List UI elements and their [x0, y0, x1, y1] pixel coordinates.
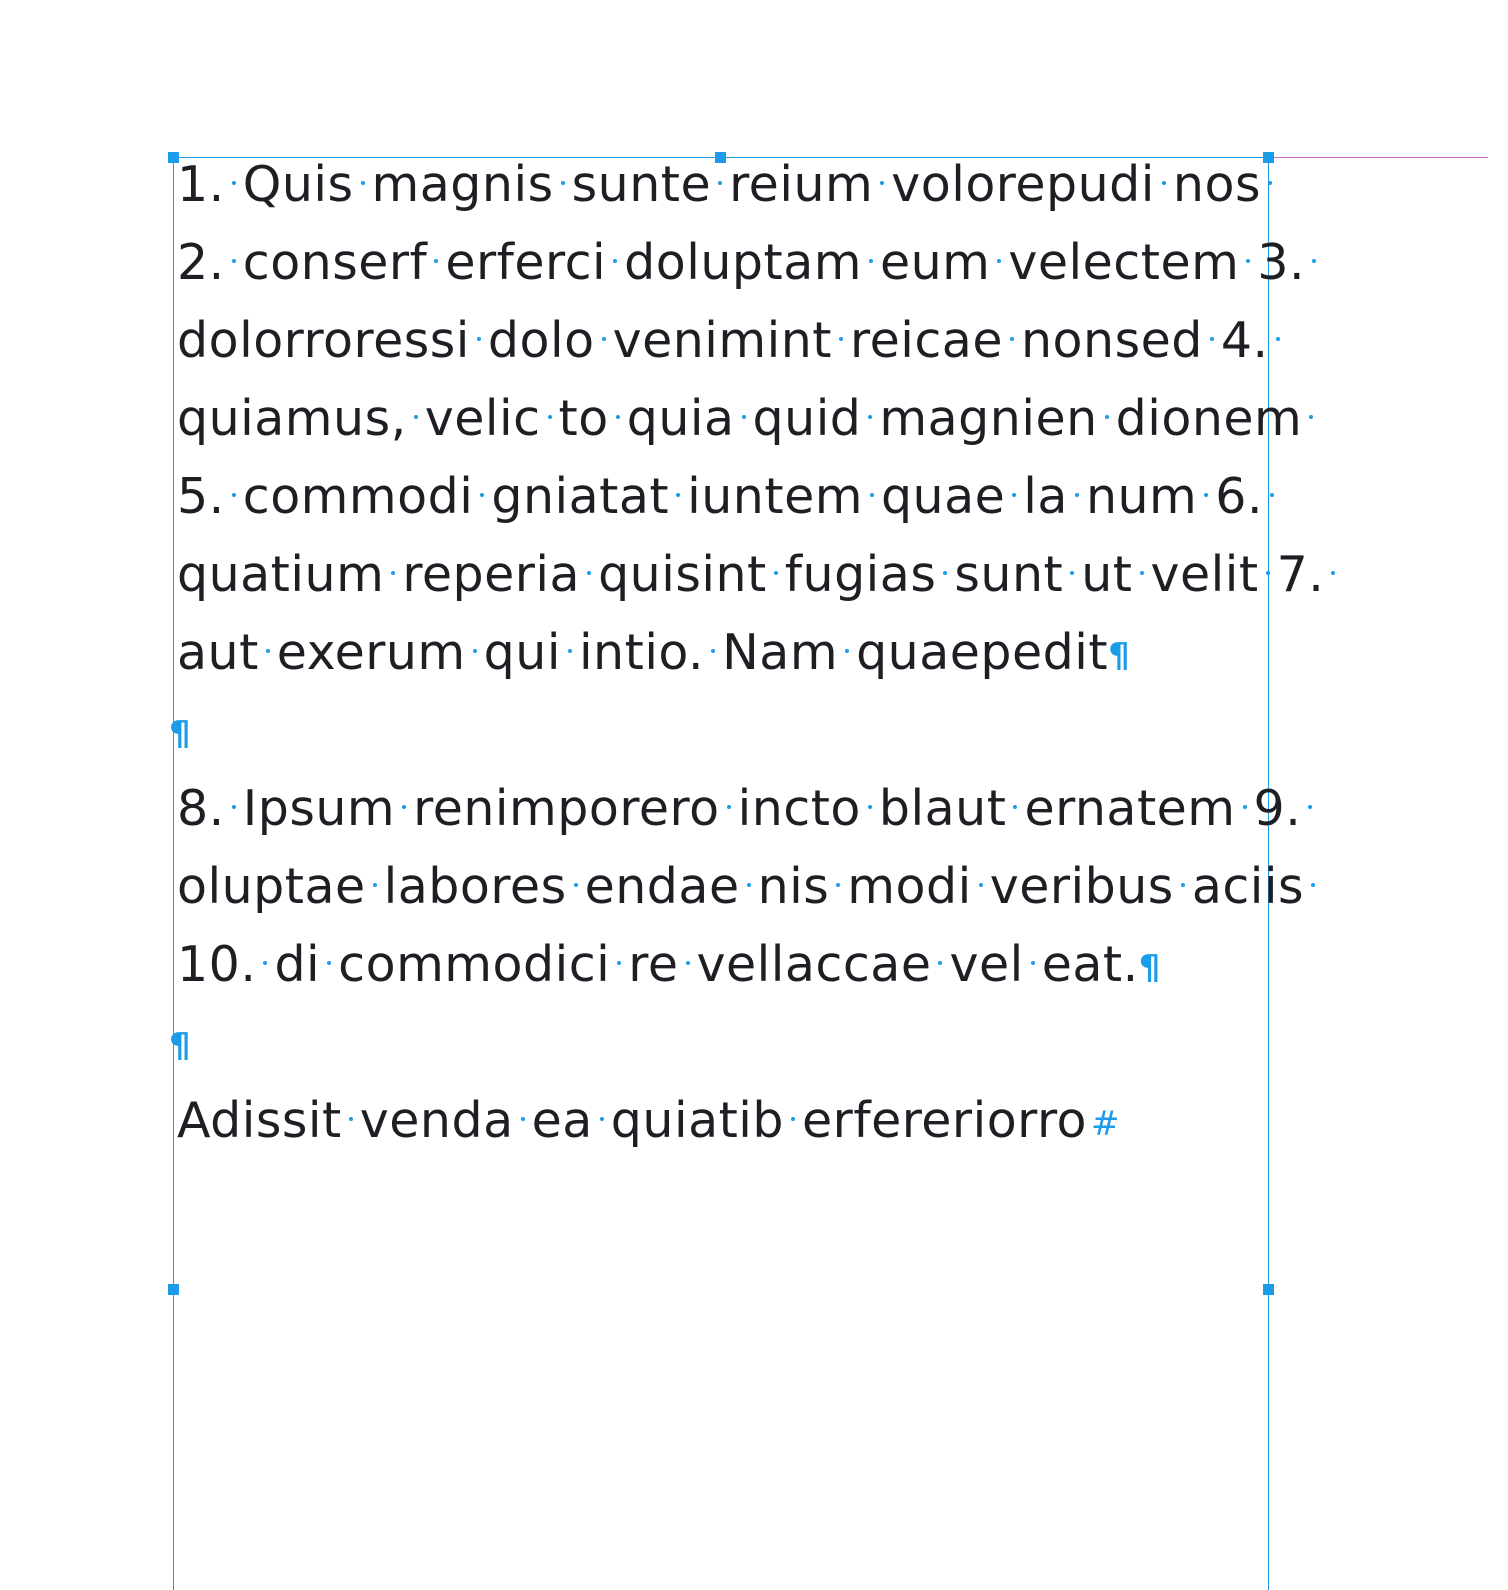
word: nonsed: [1020, 312, 1203, 369]
space-marker: [784, 1127, 802, 1137]
space-marker: [354, 191, 372, 201]
text-frame-left-edge: [173, 157, 174, 1590]
word: venda: [359, 1092, 514, 1149]
space-marker: [407, 425, 425, 435]
space-marker: [541, 425, 559, 435]
word: reium: [729, 156, 874, 213]
space-marker: [669, 503, 687, 513]
empty-paragraph: [169, 1013, 191, 1091]
space-marker: [1259, 581, 1277, 591]
text-line: [177, 311, 1287, 389]
word: ut: [1081, 546, 1133, 603]
space-marker: [1203, 347, 1221, 357]
text-line: [177, 935, 1161, 1013]
word: quatium: [177, 546, 385, 603]
space-marker: [466, 659, 484, 669]
space-marker: [1239, 269, 1257, 279]
word: renimporero: [413, 780, 720, 837]
word: doluptam: [624, 234, 862, 291]
word: 10.: [177, 936, 257, 993]
space-marker: [225, 191, 243, 201]
word: 8.: [177, 780, 225, 837]
word: aut: [177, 624, 259, 681]
space-marker: [1005, 503, 1023, 513]
text-line: [177, 623, 1130, 701]
word: nis: [757, 858, 830, 915]
space-marker: [554, 191, 572, 201]
word: 1.: [177, 156, 225, 213]
space-marker: [704, 659, 722, 669]
space-marker: [342, 1127, 360, 1137]
space-marker: [838, 659, 856, 669]
space-marker: [873, 191, 891, 201]
space-marker: [990, 269, 1008, 279]
space-marker: [1068, 503, 1086, 513]
space-marker: [861, 815, 879, 825]
space-marker: [609, 425, 627, 435]
space-marker: [832, 347, 850, 357]
text-line: [177, 155, 1279, 233]
word: qui: [483, 624, 561, 681]
word: nos: [1172, 156, 1261, 213]
word: 9.: [1253, 780, 1302, 837]
word: ea: [531, 1092, 593, 1149]
word: sunte: [571, 156, 712, 213]
word: eum: [879, 234, 991, 291]
word: veribus: [989, 858, 1174, 915]
space-marker: [1305, 269, 1323, 279]
pilcrow-icon: ¶: [1108, 636, 1131, 676]
word: conserf: [242, 234, 428, 291]
space-marker: [470, 347, 488, 357]
word: reperia: [402, 546, 581, 603]
word: quae: [880, 468, 1006, 525]
text-line: [177, 545, 1342, 623]
word: sunt: [954, 546, 1064, 603]
word: velic: [424, 390, 541, 447]
word: exerum: [276, 624, 466, 681]
space-marker: [610, 971, 628, 981]
word: aciis: [1191, 858, 1305, 915]
space-marker: [1261, 191, 1279, 201]
word: velit: [1150, 546, 1259, 603]
text-line: [177, 389, 1320, 467]
word: commodi: [242, 468, 474, 525]
space-marker: [863, 503, 881, 513]
space-marker: [735, 425, 753, 435]
frame-handle-middle-left[interactable]: [168, 1284, 179, 1295]
space-marker: [1098, 425, 1116, 435]
space-marker: [384, 581, 402, 591]
space-marker: [1269, 347, 1287, 357]
space-marker: [861, 425, 879, 435]
word: velectem: [1008, 234, 1240, 291]
word: commodici: [338, 936, 611, 993]
frame-handle-middle-right[interactable]: [1263, 1284, 1274, 1295]
word: magnien: [879, 390, 1098, 447]
space-marker: [256, 971, 274, 981]
space-marker: [1263, 503, 1281, 513]
word: to: [558, 390, 609, 447]
text-line: [177, 1091, 1120, 1169]
word: endae: [584, 858, 740, 915]
space-marker: [395, 815, 413, 825]
word: oluptae: [177, 858, 366, 915]
space-marker: [427, 269, 445, 279]
space-marker: [1197, 503, 1215, 513]
space-marker: [473, 503, 491, 513]
word: quisint: [598, 546, 767, 603]
word: erferci: [445, 234, 607, 291]
word: reicae: [850, 312, 1003, 369]
space-marker: [225, 815, 243, 825]
space-marker: [1133, 581, 1151, 591]
text-line: [177, 857, 1322, 935]
space-marker: [595, 347, 613, 357]
space-marker: [225, 503, 243, 513]
word: di: [274, 936, 321, 993]
space-marker: [1003, 347, 1021, 357]
space-marker: [1174, 893, 1192, 903]
word: vellaccae: [696, 936, 932, 993]
word: quia: [626, 390, 735, 447]
space-marker: [606, 269, 624, 279]
word: quiatib: [610, 1092, 785, 1149]
space-marker: [1236, 815, 1254, 825]
space-marker: [366, 893, 384, 903]
space-marker: [720, 815, 738, 825]
word: incto: [737, 780, 861, 837]
word: Nam: [722, 624, 839, 681]
word: quiamus,: [177, 390, 407, 447]
space-marker: [1155, 191, 1173, 201]
space-marker: [767, 581, 785, 591]
space-marker: [580, 581, 598, 591]
space-marker: [259, 659, 277, 669]
word: Quis: [242, 156, 354, 213]
space-marker: [1063, 581, 1081, 591]
space-marker: [679, 971, 697, 981]
end-of-story-icon: #: [1091, 1104, 1121, 1144]
space-marker: [1024, 971, 1042, 981]
space-marker: [225, 269, 243, 279]
word: erfereriorro: [802, 1092, 1088, 1149]
word: dionem: [1115, 390, 1303, 447]
word: eat.: [1041, 936, 1139, 993]
word: volorepudi: [891, 156, 1155, 213]
word: vel: [949, 936, 1024, 993]
space-marker: [972, 893, 990, 903]
space-marker: [1006, 815, 1024, 825]
space-marker: [931, 971, 949, 981]
word: quid: [752, 390, 862, 447]
space-marker: [561, 659, 579, 669]
empty-paragraph: [169, 701, 191, 779]
word: re: [628, 936, 679, 993]
word: intio.: [578, 624, 705, 681]
pilcrow-icon: ¶: [169, 714, 192, 754]
space-marker: [1324, 581, 1342, 591]
space-marker: [711, 191, 729, 201]
text-line: [177, 779, 1319, 857]
word: magnis: [371, 156, 554, 213]
text-line: [177, 467, 1281, 545]
word: quaepedit: [856, 624, 1109, 681]
word: Ipsum: [242, 780, 396, 837]
space-marker: [514, 1127, 532, 1137]
space-marker: [829, 893, 847, 903]
word: fugias: [784, 546, 937, 603]
word: 3.: [1257, 234, 1306, 291]
word: 2.: [177, 234, 225, 291]
word: dolorroressi: [177, 312, 470, 369]
pilcrow-icon: ¶: [169, 1026, 192, 1066]
space-marker: [740, 893, 758, 903]
text-line: [177, 233, 1323, 311]
word: 6.: [1215, 468, 1264, 525]
pilcrow-icon: ¶: [1138, 948, 1161, 988]
space-marker: [320, 971, 338, 981]
word: iuntem: [687, 468, 863, 525]
word: 5.: [177, 468, 225, 525]
word: venimint: [612, 312, 833, 369]
word: dolo: [487, 312, 595, 369]
word: blaut: [878, 780, 1007, 837]
word: la: [1023, 468, 1068, 525]
word: modi: [847, 858, 972, 915]
space-marker: [593, 1127, 611, 1137]
word: labores: [383, 858, 567, 915]
word: gniatat: [491, 468, 670, 525]
word: num: [1085, 468, 1198, 525]
space-marker: [1304, 893, 1322, 903]
margin-guide: [1269, 157, 1488, 158]
word: ernatem: [1024, 780, 1236, 837]
space-marker: [936, 581, 954, 591]
space-marker: [1302, 425, 1320, 435]
space-marker: [567, 893, 585, 903]
word: Adissit: [177, 1092, 342, 1149]
word: 4.: [1220, 312, 1269, 369]
space-marker: [1301, 815, 1319, 825]
space-marker: [862, 269, 880, 279]
word: 7.: [1276, 546, 1325, 603]
